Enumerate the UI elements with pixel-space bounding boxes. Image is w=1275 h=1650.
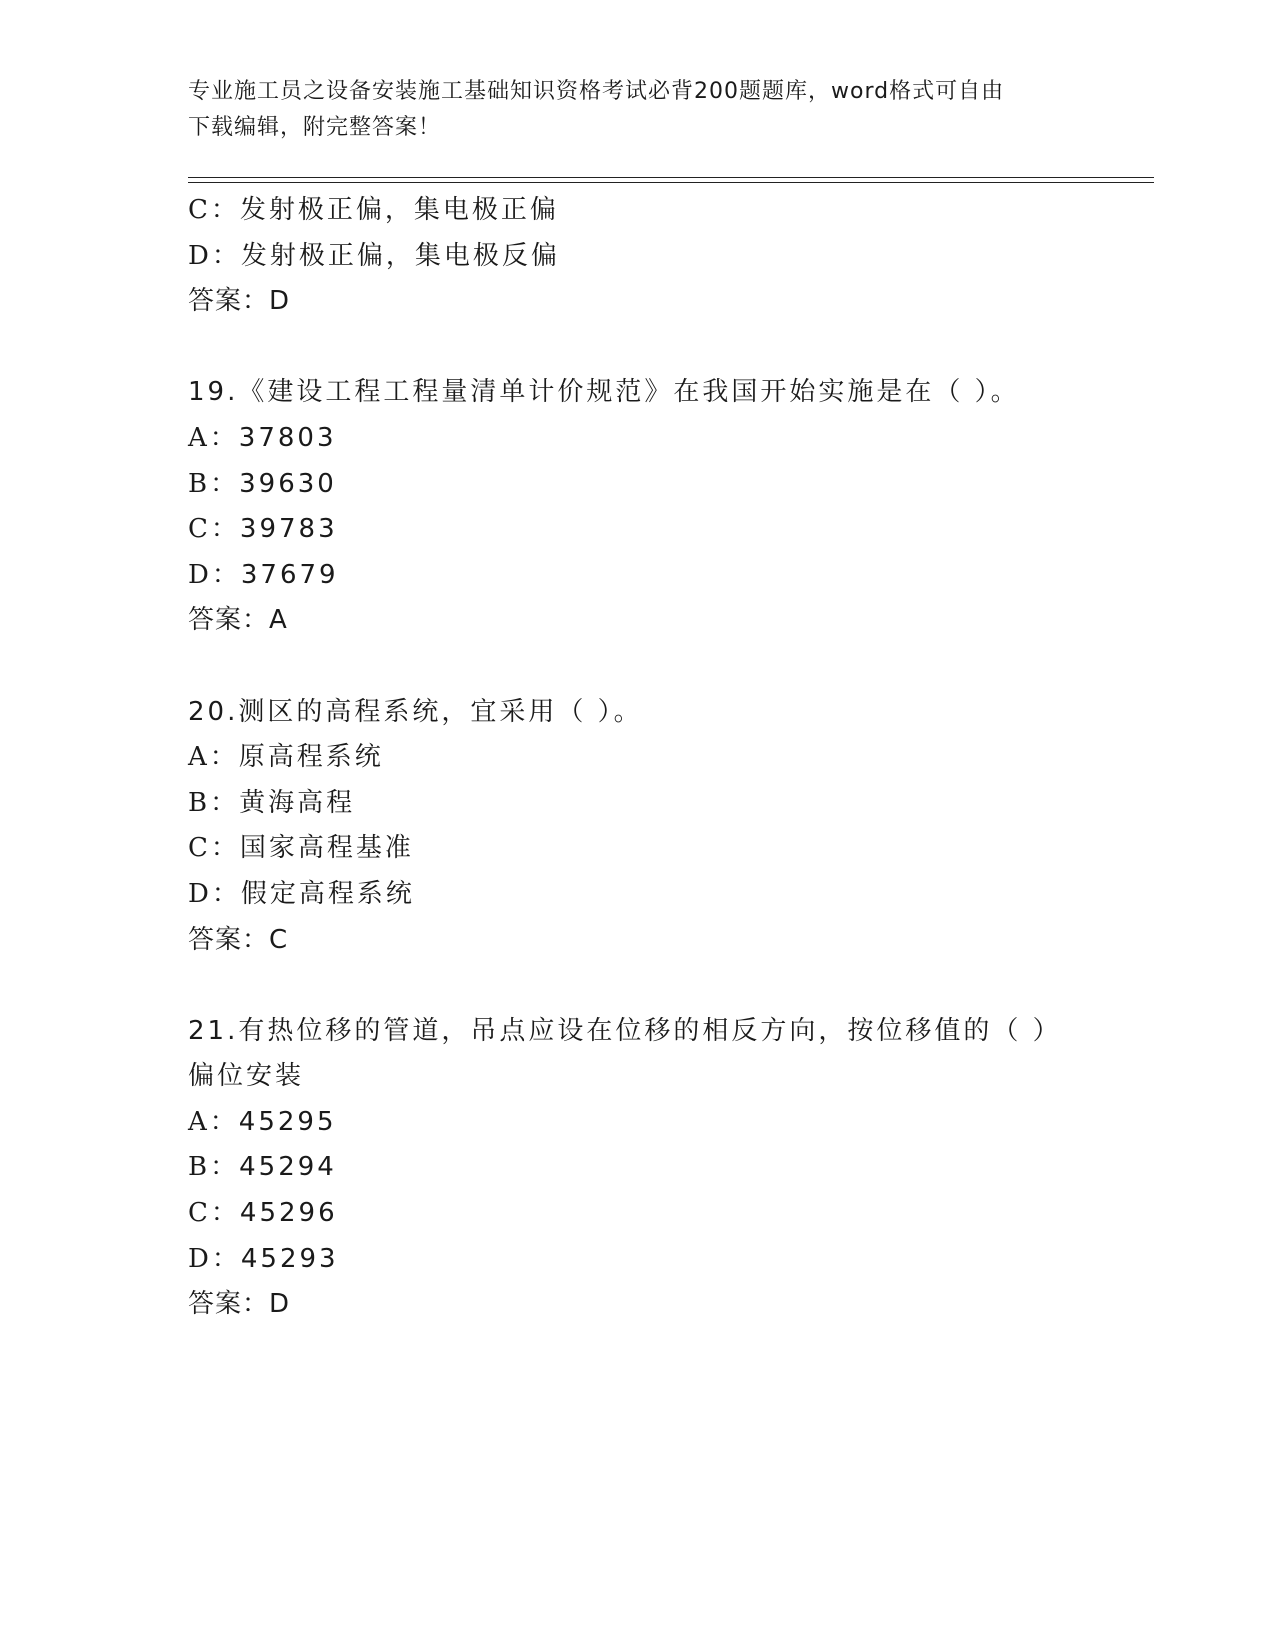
option-a [188,416,1088,462]
option-text: 45294 [239,1152,337,1183]
option-letter: A： [188,1106,239,1137]
answer-line: 答案：A [188,605,288,636]
option-b [188,781,1088,827]
option-text: 黄海高程 [239,787,356,818]
option-text: 45293 [240,1243,339,1274]
option-letter: C： [188,1198,240,1229]
option-letter: B： [188,468,240,499]
question-21 [188,1009,1088,1328]
header-divider-top [188,177,1154,178]
question-20 [188,690,1088,964]
option-letter: A： [188,742,239,773]
option-letter: D： [188,559,241,590]
answer-line: 答案：D [188,1289,291,1320]
option-a [188,1100,1088,1146]
option-text: 39630 [239,468,337,499]
header-line-2: 下载编辑，附完整答案！ [188,115,442,140]
option-c [188,1191,1088,1237]
option-text: 原高程系统 [238,742,384,773]
option-letter: C： [188,514,240,545]
header-line-1: 专业施工员之设备安装施工基础知识资格考试必背200题题库，word格式可自由 [188,79,1005,104]
header-divider-bottom [188,182,1154,183]
option-letter: B： [188,1152,240,1183]
option-d [188,1237,1088,1283]
option-letter: D： [188,878,241,909]
option-letter: B： [188,787,240,818]
option-text: 发射极正偏，集电极正偏 [239,195,559,225]
option-c [188,826,1088,872]
option-b [188,1145,1088,1191]
question-18-tail [188,188,1088,325]
question-text-line-1: 21.有热位移的管道，吊点应设在位移的相反方向，按位移值的（ ） [188,1015,1062,1046]
question-19 [188,370,1088,644]
document-header [188,74,1068,146]
option-b [188,462,1088,508]
question-text-line-2: 偏位安装 [188,1061,305,1092]
option-text: 39783 [239,514,338,545]
option-d [188,553,1088,599]
question-text: 19.《建设工程工程量清单计价规范》在我国开始实施是在（ ）。 [188,377,1020,408]
answer-line: 答案：C [188,924,289,955]
option-text: 国家高程基准 [239,833,414,864]
option-letter: D： [188,1243,241,1274]
answer-line: 答案：D [188,286,291,317]
option-text: 假定高程系统 [240,878,415,909]
option-letter: A： [188,422,239,453]
option-c [188,507,1088,553]
option-text: 45295 [238,1106,337,1137]
option-c [188,188,1088,234]
option-letter: C： [188,195,240,225]
option-a [188,735,1088,781]
option-text: 发射极正偏，集电极反偏 [240,240,560,271]
option-letter: D： [188,240,241,271]
option-d [188,234,1088,280]
option-d [188,872,1088,918]
option-text: 37803 [238,422,337,453]
option-text: 45296 [239,1198,338,1229]
option-text: 37679 [240,559,339,590]
spacer [188,325,1088,371]
question-text: 20.测区的高程系统，宜采用（ ）。 [188,696,643,727]
question-content [188,188,1088,1328]
spacer [188,963,1088,1009]
spacer [188,644,1088,690]
option-letter: C： [188,833,240,864]
